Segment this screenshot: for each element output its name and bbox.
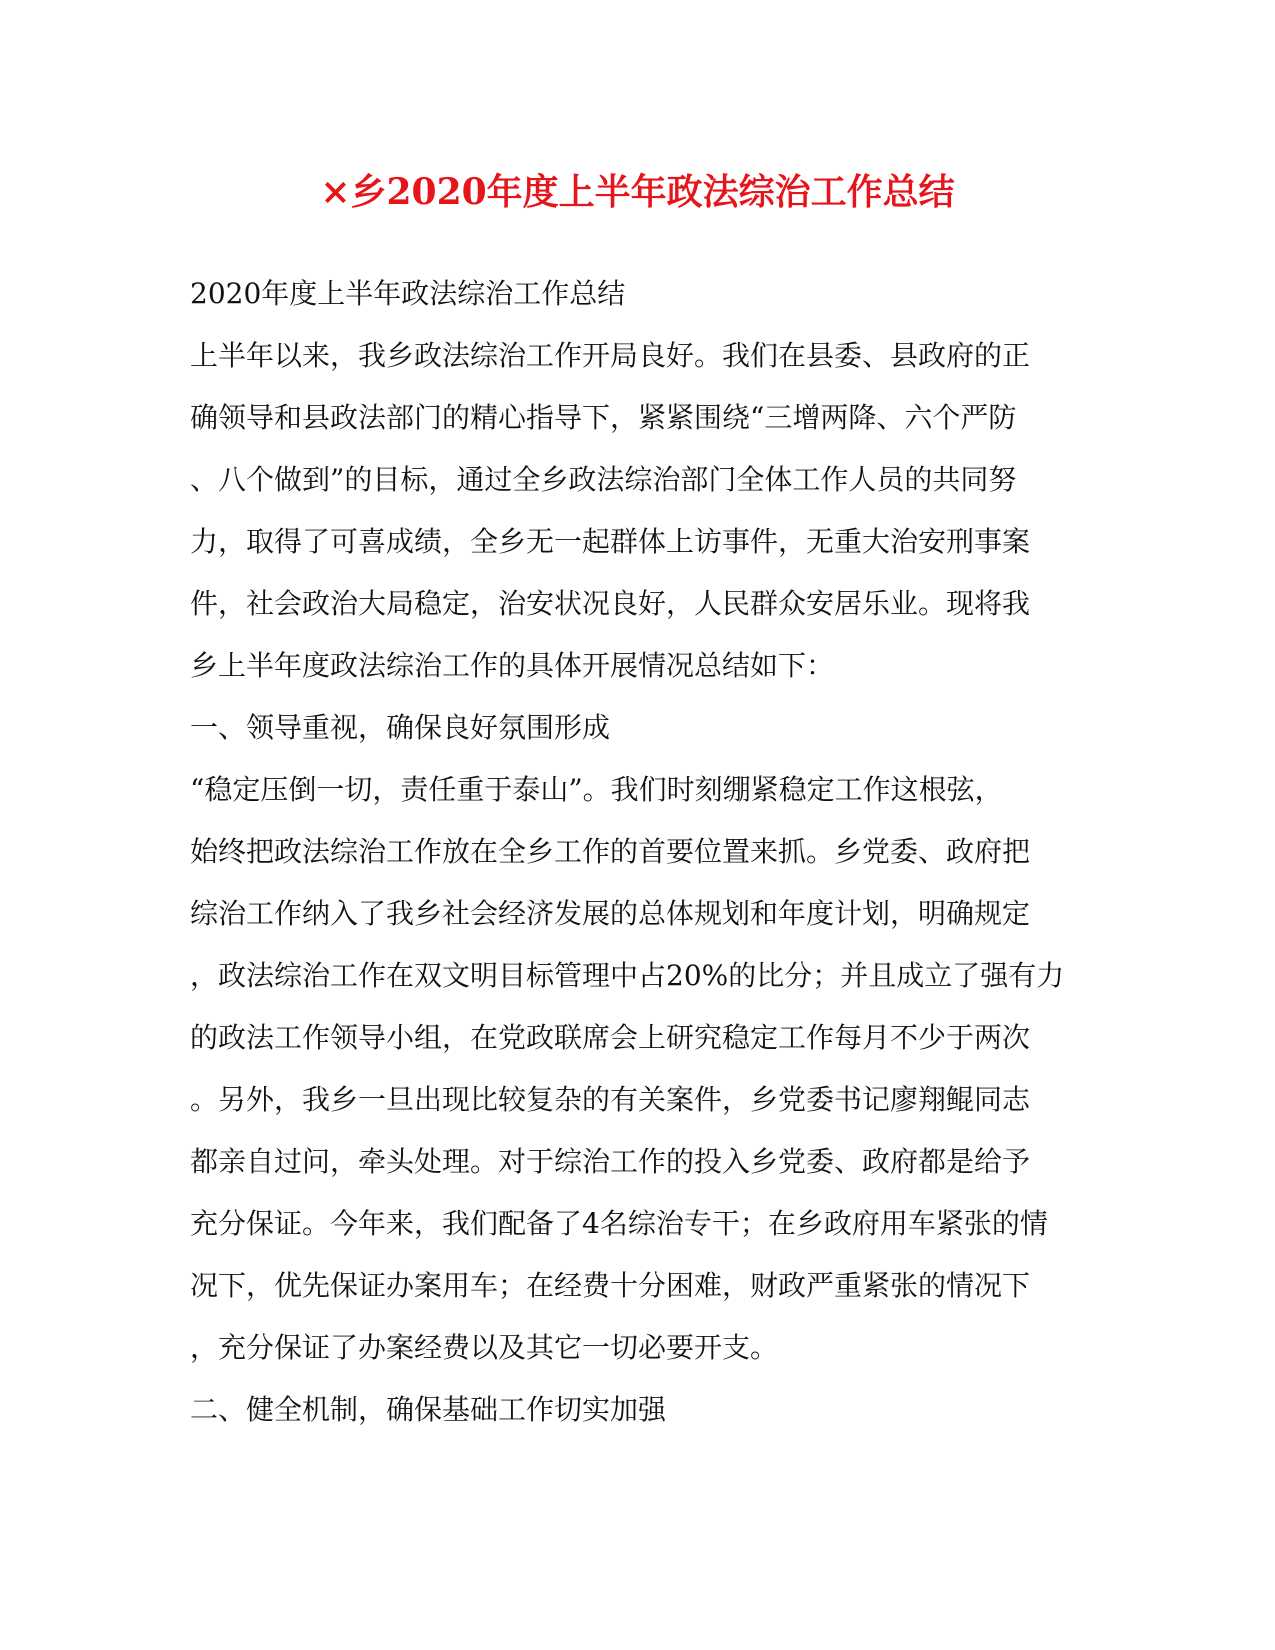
body-line: 的政法工作领导小组，在党政联席会上研究稳定工作每月不少于两次 (190, 1021, 1031, 1054)
body-line: 始终把政法综治工作放在全乡工作的首要位置来抓。乡党委、政府把 (190, 835, 1031, 868)
body-line: ，政法综治工作在双文明目标管理中占20%的比分；并且成立了强有力 (190, 959, 1065, 992)
body-line: 件，社会政治大局稳定，治安状况良好，人民群众安居乐业。现将我 (190, 587, 1031, 620)
body-line: 况下，优先保证办案用车；在经费十分困难，财政严重紧张的情况下 (190, 1269, 1031, 1302)
body-line: 乡上半年度政法综治工作的具体开展情况总结如下： (190, 649, 835, 682)
section-heading: 一、领导重视，确保良好氛围形成 (190, 711, 611, 744)
body-line: 、八个做到”的目标，通过全乡政法综治部门全体工作人员的共同努 (190, 463, 1017, 496)
body-line: 力，取得了可喜成绩，全乡无一起群体上访事件，无重大治安刑事案 (190, 525, 1031, 558)
body-line: 。另外，我乡一旦出现比较复杂的有关案件，乡党委书记廖翔鲲同志 (190, 1083, 1031, 1116)
body-line: 确领导和县政法部门的精心指导下，紧紧围绕“三增两降、六个严防 (190, 401, 1017, 434)
subtitle-line: 2020年度上半年政法综治工作总结 (190, 277, 626, 310)
body-line: ，充分保证了办案经费以及其它一切必要开支。 (190, 1331, 779, 1364)
body-line: 都亲自过问，牵头处理。对于综治工作的投入乡党委、政府都是给予 (190, 1145, 1031, 1178)
document-title: ×乡2020年度上半年政法综治工作总结 (320, 171, 955, 213)
body-line: 综治工作纳入了我乡社会经济发展的总体规划和年度计划，明确规定 (190, 897, 1031, 930)
section-heading: 二、健全机制，确保基础工作切实加强 (190, 1393, 667, 1426)
body-line: “稳定压倒一切，责任重于泰山”。我们时刻绷紧稳定工作这根弦， (190, 773, 1003, 806)
body-line: 充分保证。今年来，我们配备了4名综治专干；在乡政府用车紧张的情 (190, 1207, 1048, 1240)
body-line: 上半年以来，我乡政法综治工作开局良好。我们在县委、县政府的正 (190, 339, 1031, 372)
